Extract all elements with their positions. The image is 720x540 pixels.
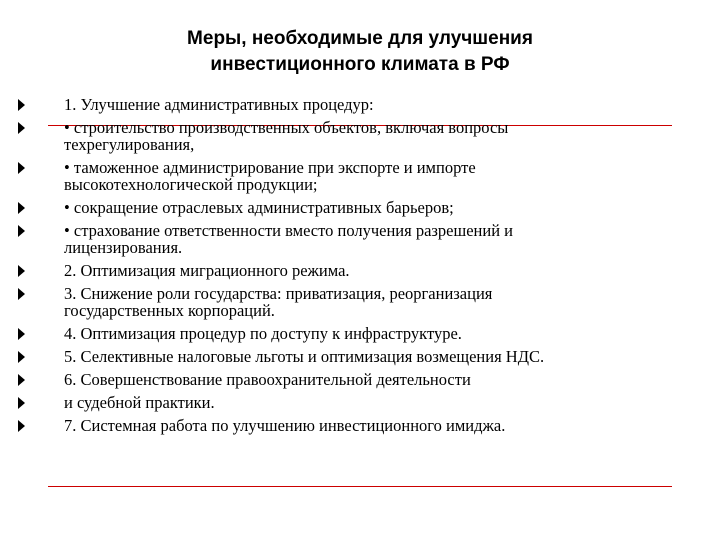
list-item-text: 1. Улучшение административных процедур: — [64, 95, 374, 114]
list-item — [16, 348, 706, 365]
list-item-text: и судебной практики. — [64, 393, 215, 412]
triangle-bullet-icon — [18, 162, 25, 174]
list-item-text: 2. Оптимизация миграционного режима. — [64, 261, 350, 280]
list-item — [16, 159, 706, 193]
bullet-list — [16, 96, 706, 440]
bottom-divider — [48, 486, 672, 487]
list-item-text: 3. Снижение роли государства: приватизация, реорганизация — [64, 284, 493, 303]
triangle-bullet-icon — [18, 374, 25, 386]
list-item-text: • сокращение отраслевых административных барьеров; — [64, 198, 454, 217]
list-item-text: • страхование ответственности вместо получения разрешений и — [64, 221, 513, 240]
list-item-text: 7. Системная работа по улучшению инвестиционного имиджа. — [64, 416, 506, 435]
list-item-text: 4. Оптимизация процедур по доступу к инфраструктуре. — [64, 324, 462, 343]
list-item — [16, 417, 706, 434]
list-item — [16, 222, 706, 256]
triangle-bullet-icon — [18, 397, 25, 409]
triangle-bullet-icon — [18, 420, 25, 432]
list-item-text: 5. Селективные налоговые льготы и оптимизация возмещения НДС. — [64, 347, 545, 366]
list-item — [16, 262, 706, 279]
list-item — [16, 371, 706, 388]
list-item — [16, 119, 706, 153]
triangle-bullet-icon — [18, 122, 25, 134]
list-item-continuation: высокотехнологической продукции; — [64, 175, 318, 194]
slide-title — [0, 26, 720, 78]
list-item — [16, 199, 706, 216]
list-item-text: 6. Совершенствование правоохранительной деятельности — [64, 370, 471, 389]
slide-title-line-2: инвестиционного климата в РФ — [210, 54, 510, 75]
triangle-bullet-icon — [18, 351, 25, 363]
triangle-bullet-icon — [18, 288, 25, 300]
list-item — [16, 285, 706, 319]
list-item-continuation: техрегулирования, — [64, 135, 195, 154]
list-item-text: • строительство производственных объектов, включая вопросы — [64, 118, 509, 137]
list-item-continuation: лицензирования. — [64, 238, 183, 257]
list-item — [16, 325, 706, 342]
list-item-text: • таможенное администрирование при экспорте и импорте — [64, 158, 476, 177]
slide-title-line-1: Меры, необходимые для улучшения — [187, 28, 533, 49]
triangle-bullet-icon — [18, 99, 25, 111]
triangle-bullet-icon — [18, 328, 25, 340]
triangle-bullet-icon — [18, 202, 25, 214]
triangle-bullet-icon — [18, 225, 25, 237]
list-item — [16, 394, 706, 411]
list-item — [16, 96, 706, 113]
list-item-continuation: государственных корпораций. — [64, 301, 275, 320]
triangle-bullet-icon — [18, 265, 25, 277]
